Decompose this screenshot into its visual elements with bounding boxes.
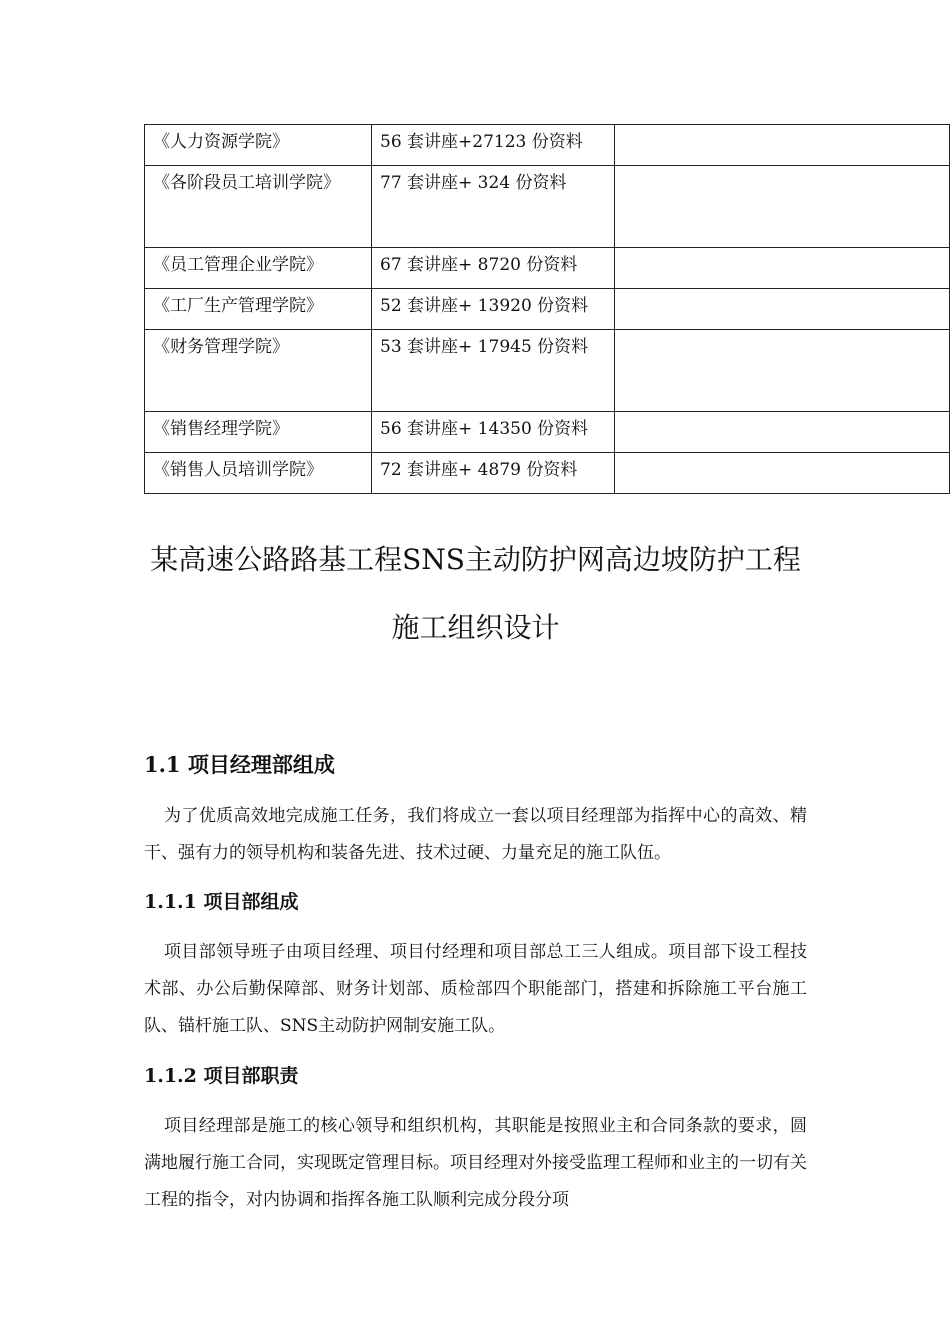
- catalog-name-cell: [145, 412, 372, 453]
- catalog-note-cell: [615, 289, 950, 330]
- catalog-note-cell: [615, 166, 950, 248]
- catalog-content: 56 套讲座+ 14350 份资料: [380, 419, 589, 439]
- catalog-content-cell: [372, 166, 615, 248]
- section-heading-1-1-2: 1.1.2 项目部职责: [144, 1065, 299, 1087]
- table-row: [145, 125, 950, 166]
- catalog-content-cell: [372, 248, 615, 289]
- catalog-name-cell: [145, 289, 372, 330]
- catalog-name: 《工厂生产管理学院》: [153, 296, 323, 316]
- catalog-content-cell: [372, 453, 615, 494]
- catalog-name: 《财务管理学院》: [153, 337, 289, 357]
- table-row: [145, 330, 950, 412]
- catalog-content: 52 套讲座+ 13920 份资料: [380, 296, 589, 316]
- section-paragraph-1-1-2: 项目经理部是施工的核心领导和组织机构，其职能是按照业主和合同条款的要求，圆满地履行施工合同，实现既定管理目标。项目经理对外接受监理工程师和业主的一切有关工程的指令，对内协调和指挥各施工队顺利完成分段分项: [144, 1116, 807, 1210]
- table-row: [145, 289, 950, 330]
- catalog-name-cell: [145, 125, 372, 166]
- catalog-note-cell: [615, 125, 950, 166]
- catalog-content: 67 套讲座+ 8720 份资料: [380, 255, 578, 275]
- catalog-name-cell: [145, 166, 372, 248]
- section-heading-1-1-1: 1.1.1 项目部组成: [144, 891, 299, 913]
- catalog-name-cell: [145, 453, 372, 494]
- section-heading-1-1: 1.1 项目经理部组成: [144, 752, 335, 777]
- catalog-name-cell: [145, 248, 372, 289]
- catalog-note-cell: [615, 453, 950, 494]
- catalog-name: 《销售人员培训学院》: [153, 460, 323, 480]
- catalog-note-cell: [615, 248, 950, 289]
- document-title: 某高速公路路基工程SNS主动防护网高边坡防护工程施工组织设计: [150, 543, 801, 644]
- catalog-table: [144, 124, 950, 494]
- catalog-content-cell: [372, 289, 615, 330]
- catalog-name: 《员工管理企业学院》: [153, 255, 323, 275]
- catalog-content-cell: [372, 330, 615, 412]
- table-row: [145, 248, 950, 289]
- catalog-content: 56 套讲座+27123 份资料: [380, 132, 583, 152]
- catalog-content: 53 套讲座+ 17945 份资料: [380, 337, 589, 357]
- catalog-content-cell: [372, 412, 615, 453]
- table-row: [145, 412, 950, 453]
- catalog-name-cell: [145, 330, 372, 412]
- catalog-name: 《销售经理学院》: [153, 419, 289, 439]
- catalog-content-cell: [372, 125, 615, 166]
- catalog-name: 《人力资源学院》: [153, 132, 289, 152]
- table-row: [145, 453, 950, 494]
- catalog-content: 72 套讲座+ 4879 份资料: [380, 460, 578, 480]
- catalog-content: 77 套讲座+ 324 份资料: [380, 173, 567, 193]
- catalog-note-cell: [615, 412, 950, 453]
- section-paragraph-1-1-1: 项目部领导班子由项目经理、项目付经理和项目部总工三人组成。项目部下设工程技术部、办公后勤保障部、财务计划部、质检部四个职能部门，搭建和拆除施工平台施工队、锚杆施工队、SNS主动防护网制安施工队。: [144, 942, 807, 1036]
- catalog-note-cell: [615, 330, 950, 412]
- table-row: [145, 166, 950, 248]
- catalog-name: 《各阶段员工培训学院》: [153, 173, 340, 193]
- section-paragraph-1-1: 为了优质高效地完成施工任务，我们将成立一套以项目经理部为指挥中心的高效、精干、强有力的领导机构和装备先进、技术过硬、力量充足的施工队伍。: [144, 806, 807, 863]
